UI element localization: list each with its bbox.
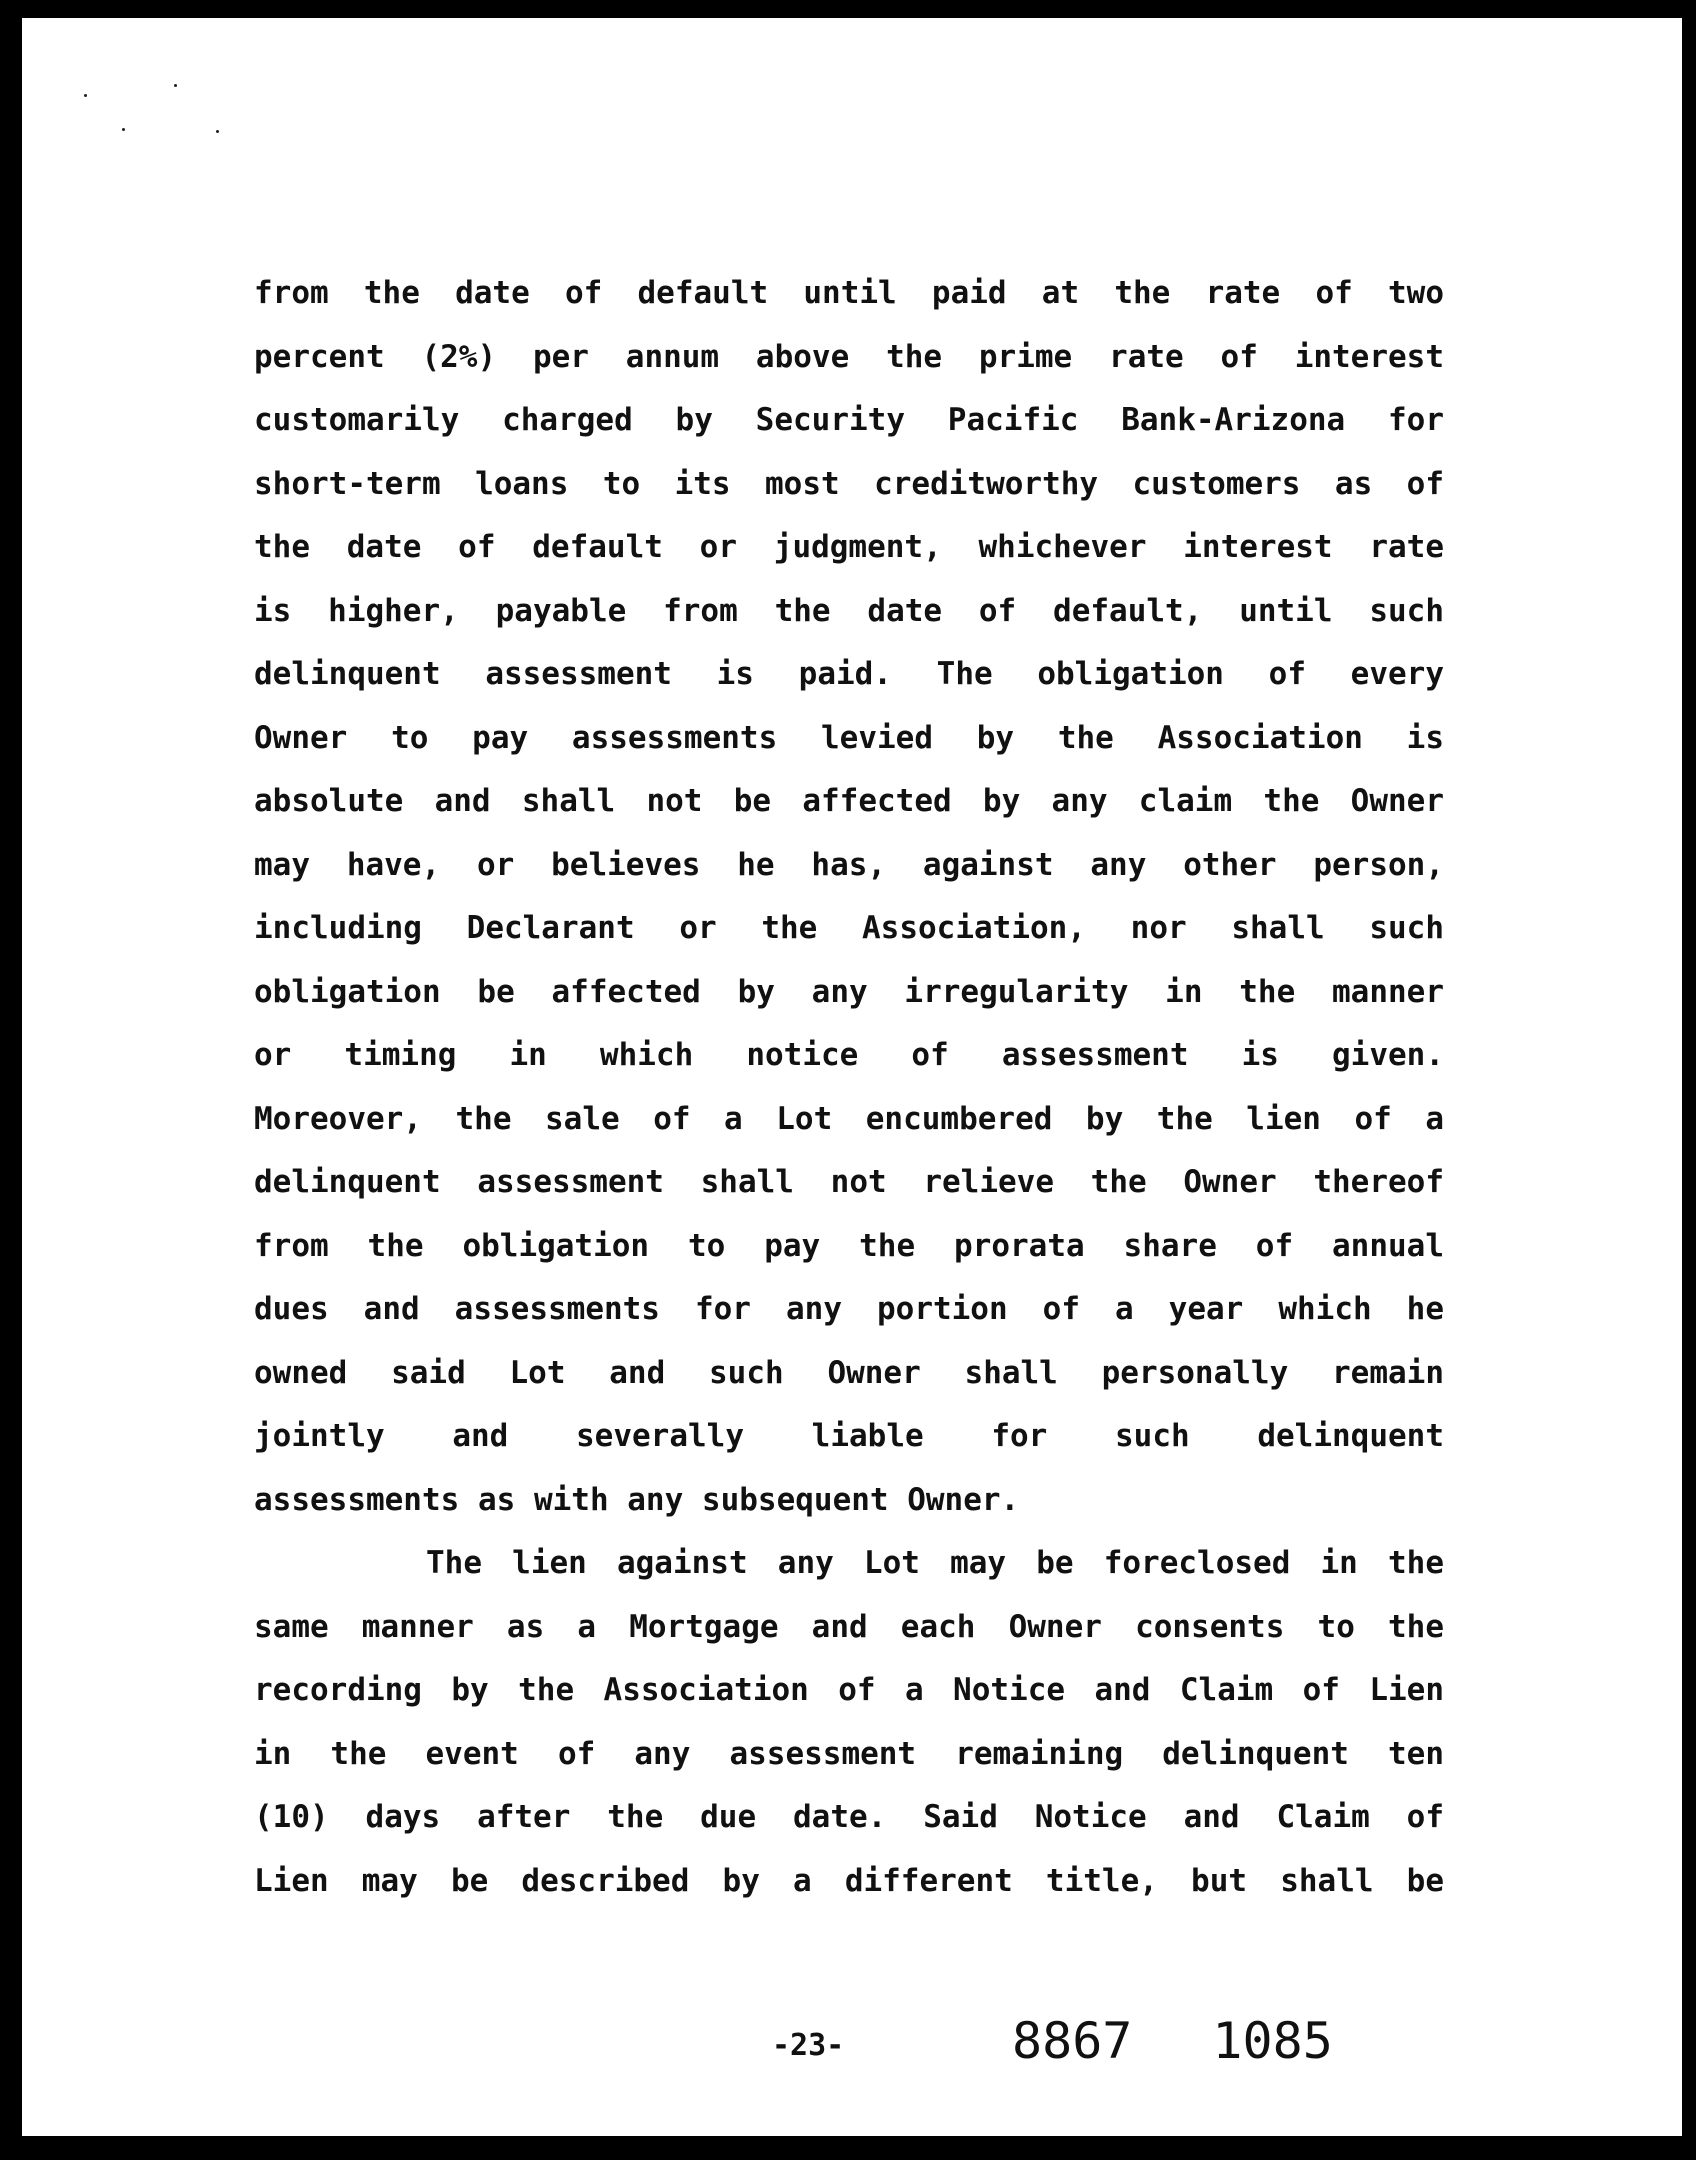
text-line: jointly and severally liable for such delinquent <box>254 1418 1444 1454</box>
text-line: dues and assessments for any portion of a year which he <box>254 1291 1444 1327</box>
document-number-part-b: 1085 <box>1212 2012 1333 2070</box>
paragraph-2 <box>254 1532 1444 1913</box>
text-line: absolute and shall not be affected by any claim the Owner <box>254 783 1444 819</box>
text-line: assessments as with any subsequent Owner. <box>254 1481 1020 1518</box>
text-line: Owner to pay assessments levied by the Association is <box>254 719 1444 756</box>
text-line: is higher, payable from the date of default, until such <box>254 592 1444 629</box>
scan-speck <box>84 94 87 97</box>
text-line: delinquent assessment is paid. The obligation of every <box>254 656 1444 692</box>
text-line: short-term loans to its most creditworthy customers as of <box>254 465 1444 502</box>
document-page <box>22 18 1682 2136</box>
text-line: may have, or believes he has, against any other person, <box>254 846 1444 883</box>
text-line: the date of default or judgment, whichever interest rate <box>254 529 1444 565</box>
paragraph-1 <box>254 262 1444 1532</box>
text-line: Moreover, the sale of a Lot encumbered by the lien of a <box>254 1100 1444 1137</box>
text-line: in the event of any assessment remaining delinquent ten <box>254 1735 1444 1772</box>
text-line: including Declarant or the Association, nor shall such <box>254 910 1444 946</box>
text-line: obligation be affected by any irregularity in the manner <box>254 973 1444 1010</box>
text-line: customarily charged by Security Pacific Bank-Arizona for <box>254 402 1444 438</box>
text-line: delinquent assessment shall not relieve the Owner thereof <box>254 1164 1444 1200</box>
text-line: Lien may be described by a different title, but shall be <box>254 1862 1444 1899</box>
document-number-part-a: 8867 <box>1012 2012 1133 2070</box>
text-line: percent (2%) per annum above the prime rate of interest <box>254 338 1444 375</box>
page-number: -23- <box>772 2028 845 2063</box>
text-line: or timing in which notice of assessment is given. <box>254 1037 1444 1073</box>
scan-speck <box>216 130 219 133</box>
text-line: from the date of default until paid at the rate of two <box>254 275 1444 311</box>
scan-speck <box>174 84 177 87</box>
document-body <box>254 262 1444 1913</box>
text-line: recording by the Association of a Notice and Claim of Lien <box>254 1672 1444 1708</box>
text-line: (10) days after the due date. Said Notice and Claim of <box>254 1799 1444 1835</box>
scan-speck <box>122 128 125 131</box>
text-line: The lien against any Lot may be foreclosed in the <box>426 1545 1444 1581</box>
text-line: owned said Lot and such Owner shall personally remain <box>254 1354 1444 1391</box>
document-number <box>1012 2012 1333 2070</box>
text-line: same manner as a Mortgage and each Owner consents to the <box>254 1608 1444 1645</box>
text-line: from the obligation to pay the prorata share of annual <box>254 1227 1444 1264</box>
